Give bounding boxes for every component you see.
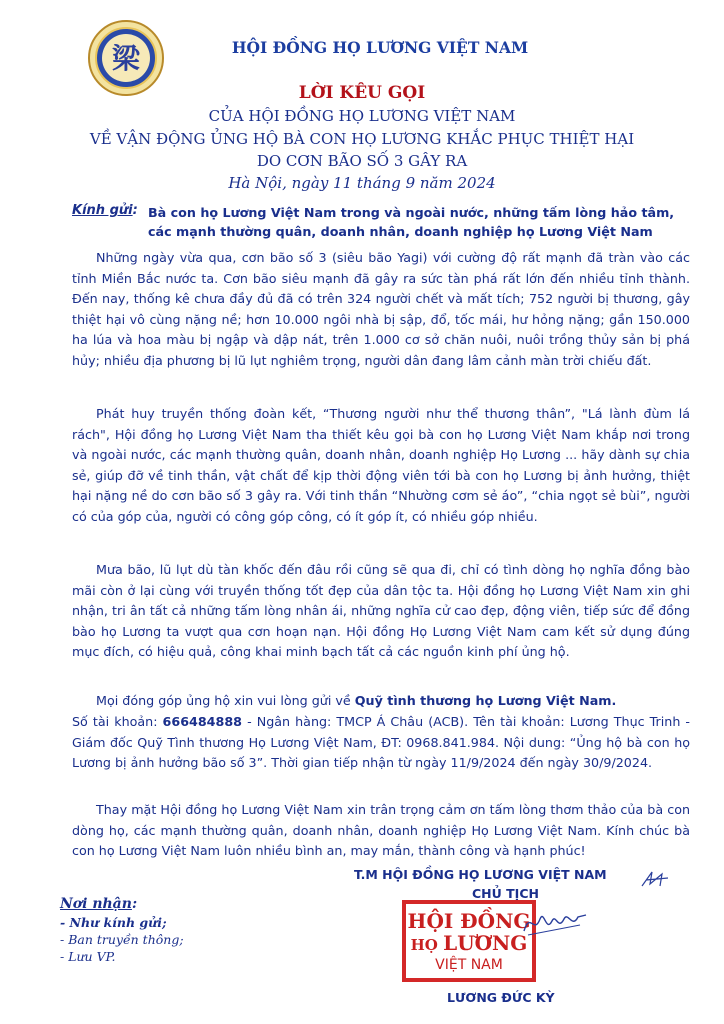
official-stamp	[402, 900, 536, 982]
body-paragraph-4-text: Mọi đóng góp ủng hộ xin vui lòng gửi về Quỹ tình thương họ Lương Việt Nam.	[96, 693, 617, 708]
body-paragraph-1	[72, 248, 690, 371]
stamp-line-2: HỌ LƯƠNG	[410, 931, 528, 955]
appeal-date: Hà Nội, ngày 11 tháng 9 năm 2024	[228, 174, 496, 192]
appeal-subtitle-line-3: DO CƠN BÃO SỐ 3 GÂY RA	[256, 152, 468, 170]
fund-name: Quỹ tình thương họ Lương Việt Nam.	[354, 693, 617, 708]
body-paragraph-6-text: Thay mặt Hội đồng họ Lương Việt Nam xin trân trọng cảm ơn tấm lòng thơm thảo của bà con dòng họ, các mạnh thường quân, doanh nhân, doanh nghiệp Họ Lương Việt Nam. Kính chúc bà con họ Lương Việt Nam luôn nhiều bình an, may mắn, thành công và hạnh phúc!	[72, 802, 690, 858]
signature-name: LƯƠNG ĐỨC KỲ	[447, 990, 555, 1005]
body-paragraph-2-text: Phát huy truyền thống đoàn kết, “Thương người như thể thương thân”, "Lá lành đùm lá rách", Hội đồng họ Lương Việt Nam tha thiết kêu gọi bà con họ Lương Việt Nam khắp nơi trong và ngoài nước, các mạnh thường quân, doanh nhân, doanh nghiệp Họ Lương ... hãy dành sự chia sẻ, giúp đỡ về tinh thần, vật chất để kịp thời động viên tới bà con họ Lương bị ảnh hưởng, thiệt hại nặng nề do cơn bão số 3 gây ra. Với tinh thần “Nhường cơm sẻ áo”, “chia ngọt sẻ bùi”, người có của góp của, người có công góp công, có ít góp ít, có nhiều góp nhiều.	[72, 406, 690, 524]
recipient-label-colon: :	[132, 203, 138, 218]
recipients-title-colon: :	[131, 896, 138, 912]
logo-character: 梁	[111, 42, 141, 75]
body-paragraph-6	[72, 800, 690, 862]
body-paragraph-4	[72, 691, 690, 712]
appeal-subtitle-line-1: CỦA HỘI ĐỒNG HỌ LƯƠNG VIỆT NAM	[208, 107, 516, 125]
recipients-title: Nơi nhận:	[60, 896, 138, 912]
recipient-text: Bà con họ Lương Việt Nam trong và ngoài nước, những tấm lòng hảo tâm, các mạnh thường quân, doanh nhân, doanh nghiệp họ Lương Việt Nam	[148, 205, 675, 239]
body-paragraph-3	[72, 560, 690, 663]
signature-role: CHỦ TỊCH	[472, 886, 539, 901]
stamp-line-3: VIỆT NAM	[435, 957, 503, 973]
body-paragraph-2	[72, 404, 690, 527]
body-paragraph-3-text: Mưa bão, lũ lụt dù tàn khốc đến đâu rồi cũng sẽ qua đi, chỉ có tình dòng họ nghĩa đồng bào mãi còn ở lại cùng với truyền thống tốt đẹp của dân tộc ta. Hội đồng họ Lương Việt Nam xin ghi nhận, tri ân tất cả những tấm lòng nhân ái, những nghĩa cử cao đẹp, động viên, tiếp sức để đồng bào họ Lương ta vượt qua cơn hoạn nạn. Hội đồng Họ Lương Việt Nam cam kết sử dụng đúng mục đích, có hiệu quả, công khai minh bạch tất cả các nguồn kinh phí ủng hộ.	[72, 562, 690, 659]
recipients-list-item: - Ban truyền thông;	[60, 932, 184, 947]
appeal-subtitle-line-2: VỀ VẬN ĐỘNG ỦNG HỘ BÀ CON HỌ LƯƠNG KHẮC PHỤC THIỆT HẠI	[89, 130, 635, 148]
initials-scribble-icon	[640, 868, 670, 890]
body-paragraph-1-text: Những ngày vừa qua, cơn bão số 3 (siêu bão Yagi) với cường độ rất mạnh đã tràn vào các tỉnh Miền Bắc nước ta. Cơn bão siêu mạnh đã gây ra sức tàn phá rất lớn đến nhiều tỉnh thành. Đến nay, thống kê chưa đầy đủ đã có trên 324 người chết và mất tích; 752 người bị thương, gây thiệt hại vô cùng nặng nề; hơn 10.000 ngôi nhà bị sập, đổ, tốc mái, hư hỏng nặng; gần 150.000 ha lúa và hoa màu bị ngập và dập nát, trên 1.000 cơ sở chăn nuôi, nuôi trồng thủy sản bị phá hủy; nhiều địa phương bị lũ lụt nghiêm trọng, người dân đang lâm cảnh màn trời chiếu đất.	[72, 250, 690, 368]
recipients-list-item: - Lưu VP.	[60, 949, 116, 964]
body-paragraph-5	[72, 712, 690, 774]
recipients-list	[60, 914, 184, 965]
handwritten-signature-icon	[520, 905, 590, 941]
appeal-title: LỜI KÊU GỌI	[298, 83, 426, 103]
org-title: HỘI ĐỒNG HỌ LƯƠNG VIỆT NAM	[231, 38, 529, 57]
recipient-label: Kính gửi:	[72, 203, 138, 218]
signature-org: T.M HỘI ĐỒNG HỌ LƯƠNG VIỆT NAM	[354, 867, 607, 882]
recipients-list-item: - Như kính gửi;	[60, 915, 167, 930]
account-number: 666484888	[162, 714, 242, 729]
stamp-line-1: HỘI ĐỒNG	[407, 909, 531, 933]
body-paragraph-5-text: Số tài khoản: 666484888 - Ngân hàng: TMCP Á Châu (ACB). Tên tài khoản: Lương Thục Trinh - Giám đốc Quỹ Tình thương Họ Lương Việt Nam, ĐT: 0968.841.984. Nội dung: “Ủng hộ bà con họ Lương bị ảnh hưởng bão số 3”. Thời gian tiếp nhận từ ngày 11/9/2024 đến ngày 30/9/2024.	[72, 714, 691, 770]
